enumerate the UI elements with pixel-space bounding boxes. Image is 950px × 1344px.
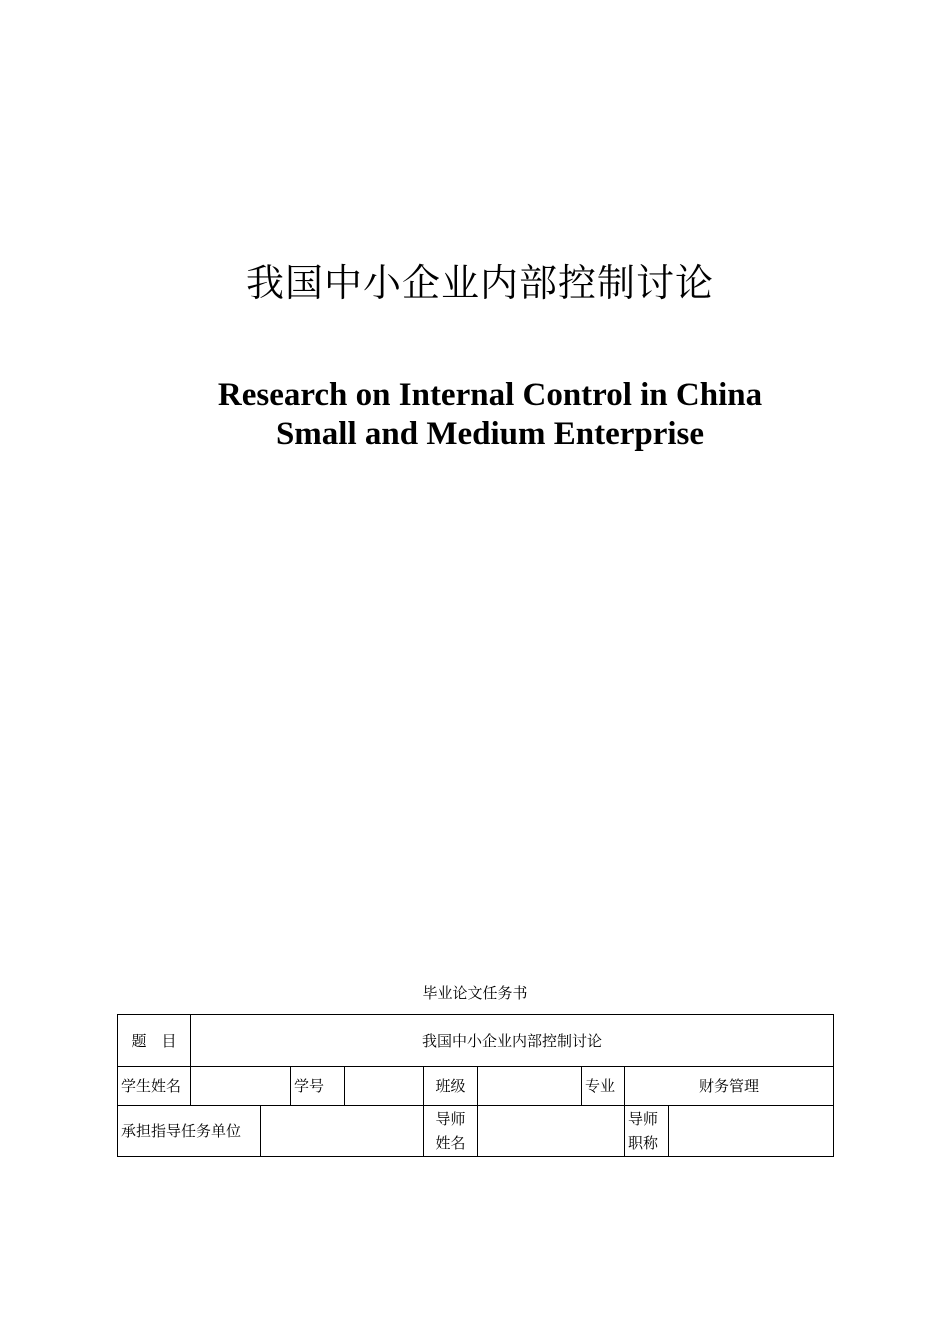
advisor-name-label-line-1: 导师 xyxy=(435,1110,466,1128)
advisor-title-label-line-1: 导师 xyxy=(628,1110,659,1128)
advisor-name-label-line-2: 姓名 xyxy=(435,1134,466,1152)
advisor-title-label-line-2: 职称 xyxy=(628,1134,659,1152)
task-book-caption: 毕业论文任务书 xyxy=(422,984,528,1002)
class-value xyxy=(478,1067,582,1106)
student-id-value xyxy=(345,1067,424,1106)
unit-value xyxy=(261,1106,424,1157)
advisor-name-label xyxy=(424,1106,478,1157)
task-table xyxy=(117,1014,834,1157)
english-title-line-1: Research on Internal Control in China xyxy=(217,377,763,413)
class-label: 班级 xyxy=(424,1067,478,1106)
topic-value: 我国中小企业内部控制讨论 xyxy=(191,1015,834,1067)
student-id-label: 学号 xyxy=(291,1067,345,1106)
topic-label: 题 目 xyxy=(118,1015,191,1067)
topic-row xyxy=(118,1015,834,1067)
major-label: 专业 xyxy=(582,1067,625,1106)
unit-row xyxy=(118,1106,834,1157)
major-value: 财务管理 xyxy=(625,1067,834,1106)
student-name-value xyxy=(191,1067,291,1106)
advisor-title-label xyxy=(625,1106,669,1157)
english-title-line-2: Small and Medium Enterprise xyxy=(275,416,705,452)
advisor-name-value xyxy=(478,1106,625,1157)
chinese-title: 我国中小企业内部控制讨论 xyxy=(245,261,714,305)
unit-label: 承担指导任务单位 xyxy=(118,1106,261,1157)
student-name-label: 学生姓名 xyxy=(118,1067,191,1106)
student-row xyxy=(118,1067,834,1106)
english-title xyxy=(0,376,950,454)
advisor-title-value xyxy=(669,1106,834,1157)
